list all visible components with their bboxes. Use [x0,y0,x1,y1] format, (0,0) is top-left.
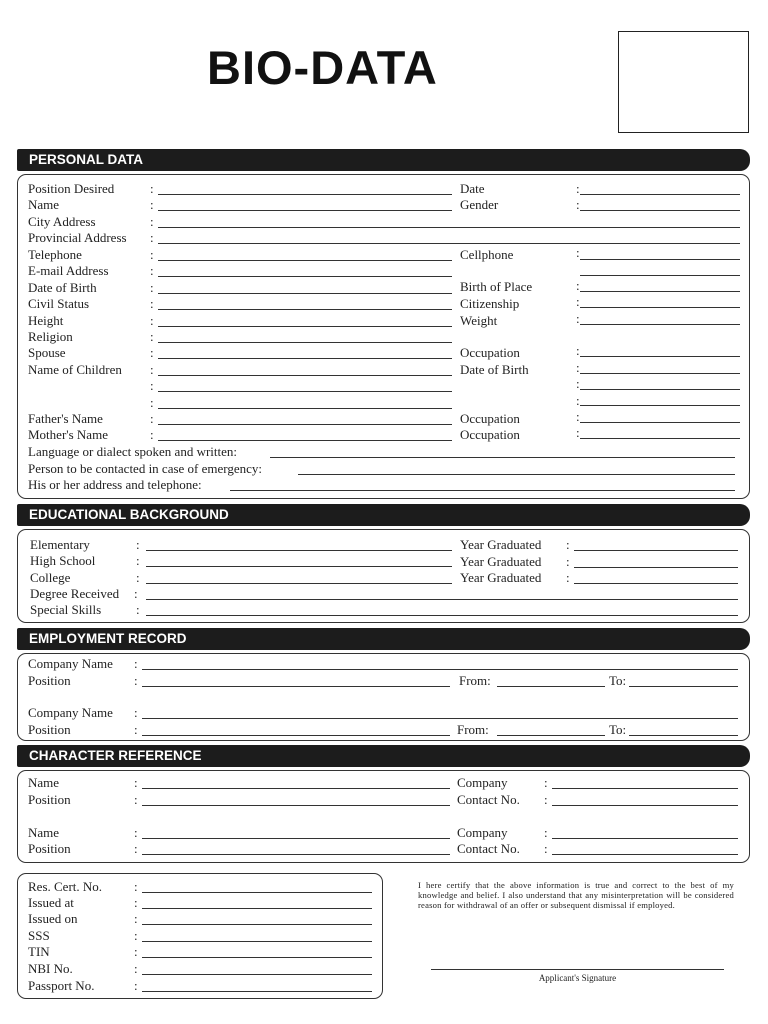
colon: : [544,841,548,856]
colon: : [150,345,154,360]
field-provincial-address[interactable] [158,243,740,244]
label-position-2: Position [28,722,71,737]
section-header-character [17,745,750,767]
field-skills[interactable] [146,615,738,616]
label-from-2: From: [457,722,489,737]
colon: : [576,360,580,375]
field-city-address[interactable] [158,227,740,228]
field-company-name-1[interactable] [142,669,738,670]
label-year-graduated-college: Year Graduated [460,570,542,585]
label-father-occupation: Occupation [460,411,520,426]
field-height[interactable] [158,326,452,327]
label-from-1: From: [459,673,491,688]
colon: : [150,214,154,229]
field-child-3[interactable] [158,408,452,409]
label-emergency-contact: Person to be contacted in case of emergency: [28,461,263,476]
colon: : [576,376,580,391]
field-issued-on[interactable] [142,924,372,925]
field-position-2[interactable] [142,735,450,736]
label-year-graduated-hs: Year Graduated [460,554,542,569]
label-name: Name [28,197,60,212]
colon: : [134,978,138,993]
colon: : [566,537,570,552]
label-degree: Degree Received [30,586,120,601]
colon: : [134,705,138,720]
colon: : [136,537,140,552]
colon: : [544,825,548,840]
field-position-desired[interactable] [158,194,452,195]
field-mothers-name[interactable] [158,440,452,441]
field-ref-name-2[interactable] [142,838,450,839]
colon: : [576,311,580,326]
colon: : [134,792,138,807]
field-citizenship[interactable] [580,307,740,308]
field-civil-status[interactable] [158,309,452,310]
label-religion: Religion [28,329,73,344]
field-ref-position-2[interactable] [142,854,450,855]
label-ref-name-1: Name [28,775,60,790]
label-res-cert: Res. Cert. No. [28,879,103,894]
label-year-graduated-elem: Year Graduated [460,537,542,552]
field-religion[interactable] [158,342,452,343]
label-provincial-address: Provincial Address [28,230,127,245]
label-language: Language or dialect spoken and written: [28,444,238,459]
field-year-hs[interactable] [574,567,738,568]
field-cellphone-2[interactable] [580,275,740,276]
label-height: Height [28,313,64,328]
section-title: EDUCATIONAL BACKGROUND [29,507,229,522]
colon: : [134,775,138,790]
field-high-school[interactable] [146,566,452,567]
field-fathers-name[interactable] [158,424,452,425]
label-to-2: To: [609,722,627,737]
label-mother-occupation: Occupation [460,427,520,442]
label-passport: Passport No. [28,978,95,993]
colon: : [134,673,138,688]
field-child-dob-3[interactable] [580,405,740,406]
colon: : [134,928,138,943]
label-ref-company-1: Company [457,775,508,790]
colon: : [136,602,140,617]
label-to-1: To: [609,673,627,688]
field-emergency-contact[interactable] [298,474,735,475]
field-date-of-birth[interactable] [158,293,452,294]
colon: : [566,570,570,585]
colon: : [136,553,140,568]
label-ref-position-2: Position [28,841,71,856]
colon: : [576,343,580,358]
section-header-personal [17,149,750,171]
colon: : [134,825,138,840]
colon: : [576,197,580,212]
photo-box [618,31,749,133]
section-title: EMPLOYMENT RECORD [29,631,187,646]
colon: : [576,393,580,408]
colon: : [150,395,154,410]
label-issued-on: Issued on [28,911,78,926]
signature-label: Applicant's Signature [538,973,617,983]
section-header-employment [17,628,750,650]
colon: : [150,427,154,442]
page-title: BIO-DATA [207,41,438,94]
colon: : [134,944,138,959]
character-box [17,770,750,863]
label-telephone: Telephone [28,247,82,262]
colon: : [150,296,154,311]
field-passport[interactable] [142,991,372,992]
label-name-of-children: Name of Children [28,362,122,377]
label-ref-company-2: Company [457,825,508,840]
field-child-dob-2[interactable] [580,389,740,390]
label-ref-contact-2: Contact No. [457,841,520,856]
colon: : [566,554,570,569]
field-ref-company-2[interactable] [552,838,738,839]
colon: : [150,181,154,196]
field-telephone[interactable] [158,260,452,261]
label-weight: Weight [460,313,498,328]
field-emergency-address[interactable] [230,490,735,491]
colon: : [150,378,154,393]
colon: : [136,570,140,585]
colon: : [134,586,138,601]
education-box [17,529,750,623]
colon: : [150,329,154,344]
label-spouse: Spouse [28,345,66,360]
label-fathers-name: Father's Name [28,411,103,426]
colon: : [576,409,580,424]
label-tin: TIN [28,944,50,959]
colon: : [134,656,138,671]
label-position-1: Position [28,673,71,688]
field-elementary[interactable] [146,550,452,551]
field-father-occupation[interactable] [580,422,740,423]
label-nbi: NBI No. [28,961,73,976]
field-degree[interactable] [146,599,738,600]
field-child-dob-1[interactable] [580,373,740,374]
colon: : [150,263,154,278]
field-child-2[interactable] [158,391,452,392]
label-date-of-birth: Date of Birth [28,280,97,295]
employment-box [17,653,750,741]
label-issued-at: Issued at [28,895,74,910]
label-ref-name-2: Name [28,825,60,840]
label-gender: Gender [460,197,499,212]
colon: : [576,278,580,293]
colon: : [134,895,138,910]
field-tin[interactable] [142,957,372,958]
field-name[interactable] [158,210,452,211]
label-college: College [30,570,71,585]
field-mother-occupation[interactable] [580,438,740,439]
colon: : [576,294,580,309]
field-from-1[interactable] [497,686,605,687]
field-position-1[interactable] [142,686,450,687]
label-high-school: High School [30,553,96,568]
label-company-name-2: Company Name [28,705,113,720]
label-civil-status: Civil Status [28,296,90,311]
colon: : [134,961,138,976]
field-company-name-2[interactable] [142,718,738,719]
label-skills: Special Skills [30,602,102,617]
colon: : [544,775,548,790]
certification-text: I here certify that the above information is true and correct to the best of my knowledge and belief. I also understand that any misinterpretation will be considered reason for withdrawal of an offer or subsequent dismissal if employed. [418,880,734,910]
colon: : [576,181,580,196]
label-date: Date [460,181,485,196]
field-nbi[interactable] [142,974,372,975]
field-college[interactable] [146,583,452,584]
section-title: CHARACTER REFERENCE [29,748,202,763]
label-sss: SSS [28,928,50,943]
colon: : [134,722,138,737]
colon: : [150,362,154,377]
field-ref-position-1[interactable] [142,805,450,806]
field-to-2[interactable] [629,735,738,736]
field-gender[interactable] [580,210,740,211]
label-position-desired: Position Desired [28,181,115,196]
section-title: PERSONAL DATA [29,152,144,167]
colon: : [134,841,138,856]
label-company-name-1: Company Name [28,656,113,671]
colon: : [150,247,154,262]
label-children-date-of-birth: Date of Birth [460,362,529,377]
field-birth-of-place[interactable] [580,291,740,292]
field-res-cert[interactable] [142,892,372,893]
colon: : [150,230,154,245]
field-year-college[interactable] [574,583,738,584]
field-ref-contact-1[interactable] [552,805,738,806]
field-spouse[interactable] [158,358,452,359]
label-city-address: City Address [28,214,96,229]
field-ref-contact-2[interactable] [552,854,738,855]
field-ref-name-1[interactable] [142,788,450,789]
field-spouse-occupation[interactable] [580,356,740,357]
field-from-2[interactable] [497,735,605,736]
field-year-elem[interactable] [574,550,738,551]
label-emergency-address: His or her address and telephone: [28,477,202,492]
field-sss[interactable] [142,941,372,942]
field-issued-at[interactable] [142,908,372,909]
field-child-1[interactable] [158,375,452,376]
field-language[interactable] [270,457,735,458]
colon: : [150,280,154,295]
label-mothers-name: Mother's Name [28,427,108,442]
colon: : [150,313,154,328]
field-ref-company-1[interactable] [552,788,738,789]
colon: : [134,911,138,926]
section-header-education [17,504,750,526]
label-ref-contact-1: Contact No. [457,792,520,807]
field-email[interactable] [158,276,452,277]
label-citizenship: Citizenship [460,296,520,311]
colon: : [544,792,548,807]
label-elementary: Elementary [30,537,90,552]
field-to-1[interactable] [629,686,738,687]
colon: : [134,879,138,894]
signature-line[interactable] [431,969,724,970]
label-email: E-mail Address [28,263,109,278]
field-cellphone[interactable] [580,259,740,260]
label-ref-position-1: Position [28,792,71,807]
colon: : [576,425,580,440]
colon: : [150,411,154,426]
label-cellphone: Cellphone [460,247,514,262]
colon: : [576,245,580,260]
field-date[interactable] [580,194,740,195]
label-spouse-occupation: Occupation [460,345,520,360]
label-birth-of-place: Birth of Place [460,279,533,294]
colon: : [150,197,154,212]
field-weight[interactable] [580,324,740,325]
